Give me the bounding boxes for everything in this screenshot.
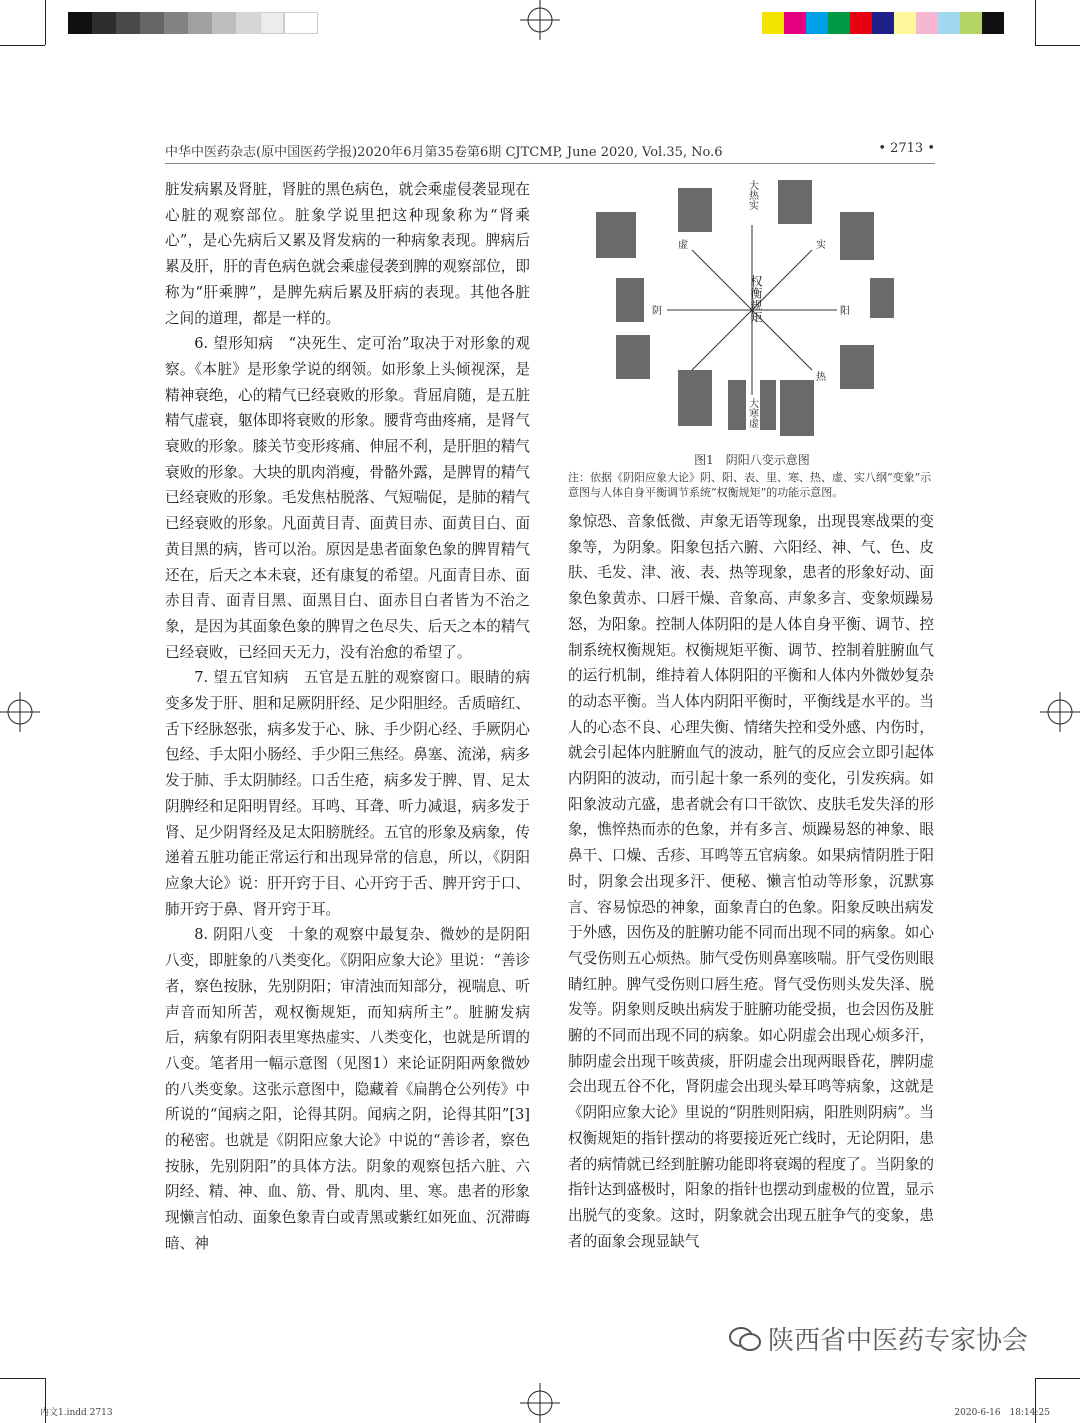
gray-bar-1 [68,12,92,34]
swatch-lightyellow [894,12,916,34]
footer-file: 内文1.indd 2713 [40,1408,113,1418]
crop-mark-tl-h [0,45,45,46]
crop-mark-bl-h [0,1378,45,1379]
spoke [692,310,752,370]
swatch-cyan [806,12,828,34]
registration-mark-bottom [520,1383,560,1423]
paragraph: 脏发病累及肾脏，肾脏的黑色病色，就会乘虚侵袭显现在心脏的观察部位。脏象学说里把这种现象称为“肾乘心”，是心先病后又累及肾发病的一种病象表现。脾病后累及肝，肝的青色病色就会乘虚侵袭到脾的观察部位，即称为“肝乘脾”，是脾先病后累及肝病的表现。其他各脏之间的道理，都是一样的。 [165,181,530,327]
left-column [165,177,530,1257]
spoke [692,250,752,310]
running-header [165,141,935,160]
swatch-pink [916,12,938,34]
swatch-blue [872,12,894,34]
swatch-magenta [784,12,806,34]
watermark [728,1320,1028,1357]
crop-mark-tr-v [1035,0,1036,45]
spoke-label-right: 阳 [840,306,850,317]
gray-bar-9 [260,12,284,34]
swatch-black [982,12,1004,34]
spoke-label-left: 阴 [652,306,662,317]
paragraph: 8. 阴阳八变 十象的观察中最复杂、微妙的是阴阳八变，即脏象的八类变化。《阴阳应象大论》里说：“善诊者，察色按脉，先别阴阳；审清浊而知部分，视喘息、听声音而知所苦，观权衡规矩，而知病所主”。脏腑发病后，病象有阴阳表里寒热虚实、八类变化，也就是所谓的八变。笔者用一幅示意图（见图1）来论证阴阳两象微妙的八类变象。这张示意图中，隐藏着《扁鹊仓公列传》中所说的“闻病之阳，论得其阴。闻病之阴，论得其阳”[3]的秘密。也就是《阴阳应象大论》中说的“善诊者，察色按脉，先别阴阳”的具体方法。阴象的观察包括六脏、六阴经、精、神、血、筋、骨、肌肉、里、寒。患者的形象现懒言怕动、面象色象青白或青黑或紫红如死血、沉滞晦暗、神 [165,926,531,1252]
right-column [568,509,934,1254]
spoke-label-top-right: 实 [816,240,826,251]
spoke-label-bottom: 大寒虚 [746,398,758,428]
gray-bar-6 [188,12,212,34]
swatch-green [828,12,850,34]
header-rule [165,163,935,164]
figure-caption: 图1 阴阳八变示意图 [694,453,810,467]
paragraph: 象惊恐、音象低微、声象无语等现象，出现畏寒战栗的变象等，为阴象。阳象包括六腑、六阳经、神、气、色、皮肤、毛发、津、液、表、热等现象，患者的形象好动、面象色象黄赤、口唇干燥、音象高、声象多言、变象烦躁易怒，为阳象。控制人体阴阳的是人体自身平衡、调节、控制系统权衡规矩。权衡规矩平衡、调节、控制着脏腑血气的运行机制，维持着人体阴阳的平衡和人体内外微妙复杂的动态平衡。当人体内阴阳平衡时，平衡线是水平的。当人的心态不良、心理失衡、情绪失控和受外感、内伤时，就会引起体内脏腑血气的波动，脏气的反应会立即引起体内阴阳的波动，而引起十象一系列的变化，引发疾病。如阳象波动亢盛，患者就会有口干欲饮、皮肤毛发失泽的形象，憔悴热而赤的色象，并有多言、烦躁易怒的神象、眼鼻干、口燥、舌疹、耳鸣等五官病象。如果病情阴胜于阳时，阴象会出现多汗、便秘、懒言怕动等形象，沉默寡言、容易惊恐的神象，面象青白的色象。阳象反映出病发于外感，因伤及的脏腑功能不同而出现不同的病象。如心气受伤则五心烦热。肺气受伤则鼻塞咳喘。肝气受伤则眼睛红肿。脾气受伤则口唇生疮。肾气受伤则头发失泽、脱发等。阴象则反映出病发于脏腑功能受损，也会因伤及脏腑的不同而出现不同的病象。如心阴虚会出现心烦多汗，肺阴虚会出现干咳黄痰，肝阴虚会出现两眼昏花，脾阴虚会出现五谷不化，肾阴虚会出现头晕耳鸣等病象，这就是《阴阳应象大论》里说的“阴胜则阳病，阳胜则阴病”。当权衡规矩的指针摆动的将要接近死亡线时，无论阴阳，患者的病情就已经到脏腑功能即将衰竭的程度了。当阴象的指针达到盛极时，阳象的指针也摆动到虚极的位置，显示出脱气的变象。这时，阴象就会出现五脏争气的变象，患者的面象会现显缺气 [568,513,934,1250]
wechat-icon [728,1326,762,1352]
gray-bar-10 [284,12,318,34]
spoke-label-bottom-right: 热 [816,372,826,383]
gray-bar-7 [212,12,236,34]
gray-bar-3 [116,12,140,34]
figure-1 [568,170,936,500]
registration-mark-left [0,692,40,732]
gray-bar-5 [164,12,188,34]
swatch-yellow [762,12,784,34]
spoke-label-top: 大热实 [746,180,758,210]
crop-mark-br-h [1035,1378,1080,1379]
gray-bar-4 [140,12,164,34]
crop-mark-tl-v [45,0,46,45]
center-label: 权衡规矩 [749,275,763,323]
figure-note: 注：依据《阴阳应象大论》阴、阳、表、里、寒、热、虚、实八纲“变象”示意图与人体自身平衡调节系统“权衡规矩”的功能示意图。 [568,471,932,499]
journal-info: 中华中医药杂志(原中国医药学报)2020年6月第35卷第6期 CJTCMP, June 2020, Vol.35, No.6 [165,145,723,160]
swatch-lightcyan [938,12,960,34]
gray-bar-2 [92,12,116,34]
page-number: • 2713 • [878,141,935,156]
spoke-label-top-left: 虚 [678,240,688,251]
gray-bar-8 [236,12,260,34]
registration-mark-top [520,0,560,40]
paragraph: 7. 望五官知病 五官是五脏的观察窗口。眼睛的病变多发于肝、胆和足厥阴肝经、足少阳胆经。舌质暗红、舌下经脉怒张，病多发于心、脉、手少阴心经、手厥阴心包经、手太阳小肠经、手少阳三焦经。鼻塞、流涕，病多发于肺、手太阴肺经。口舌生疮，病多发于脾、胃、足太阴脾经和足阳明胃经。耳鸣、耳聋、听力减退，病多发于肾、足少阴肾经及足太阳膀胱经。五官的形象及病象，传递着五脏功能正常运行和出现异常的信息，所以，《阴阳应象大论》说：肝开窍于目、心开窍于舌、脾开窍于口、肺开窍于鼻、肾开窍于耳。 [165,669,530,918]
swatch-lightgreen [960,12,982,34]
footer-timestamp: 2020-6-16 18:14:25 [954,1408,1050,1418]
yin-yang-diagram [568,170,936,445]
crop-mark-tr-h [1035,45,1080,46]
registration-mark-right [1040,692,1080,732]
swatch-red [850,12,872,34]
paragraph: 6. 望形知病 “决死生、定可治”取决于对形象的观察。《本脏》是形象学说的纲领。如形象上头倾视深，是精神衰绝，心的精气已经衰败的形象。背屈肩随，是五脏精气虚衰，躯体即将衰败的形象。腰背弯曲疼痛，是肾气衰败的形象。膝关节变形疼痛、伸屈不利，是肝胆的精气衰败的形象。大块的肌肉消瘦，骨骼外露，是脾胃的精气已经衰败的形象。毛发焦枯脱落、气短喘促，是肺的精气已经衰败的形象。凡面黄目青、面黄目赤、面黄目白、面黄目黑的病，皆可以治。原因是患者面象色象的脾胃精气还在，后天之本未衰，还有康复的希望。凡面青目赤、面赤目青、面青目黑、面黑目白、面赤目白者皆为不治之象，是因为其面象色象的脾胃之色尽失、后天之本的精气已经衰败，已经回天无力，没有治愈的希望了。 [165,335,530,661]
watermark-text: 陕西省中医药专家协会 [768,1326,1029,1356]
